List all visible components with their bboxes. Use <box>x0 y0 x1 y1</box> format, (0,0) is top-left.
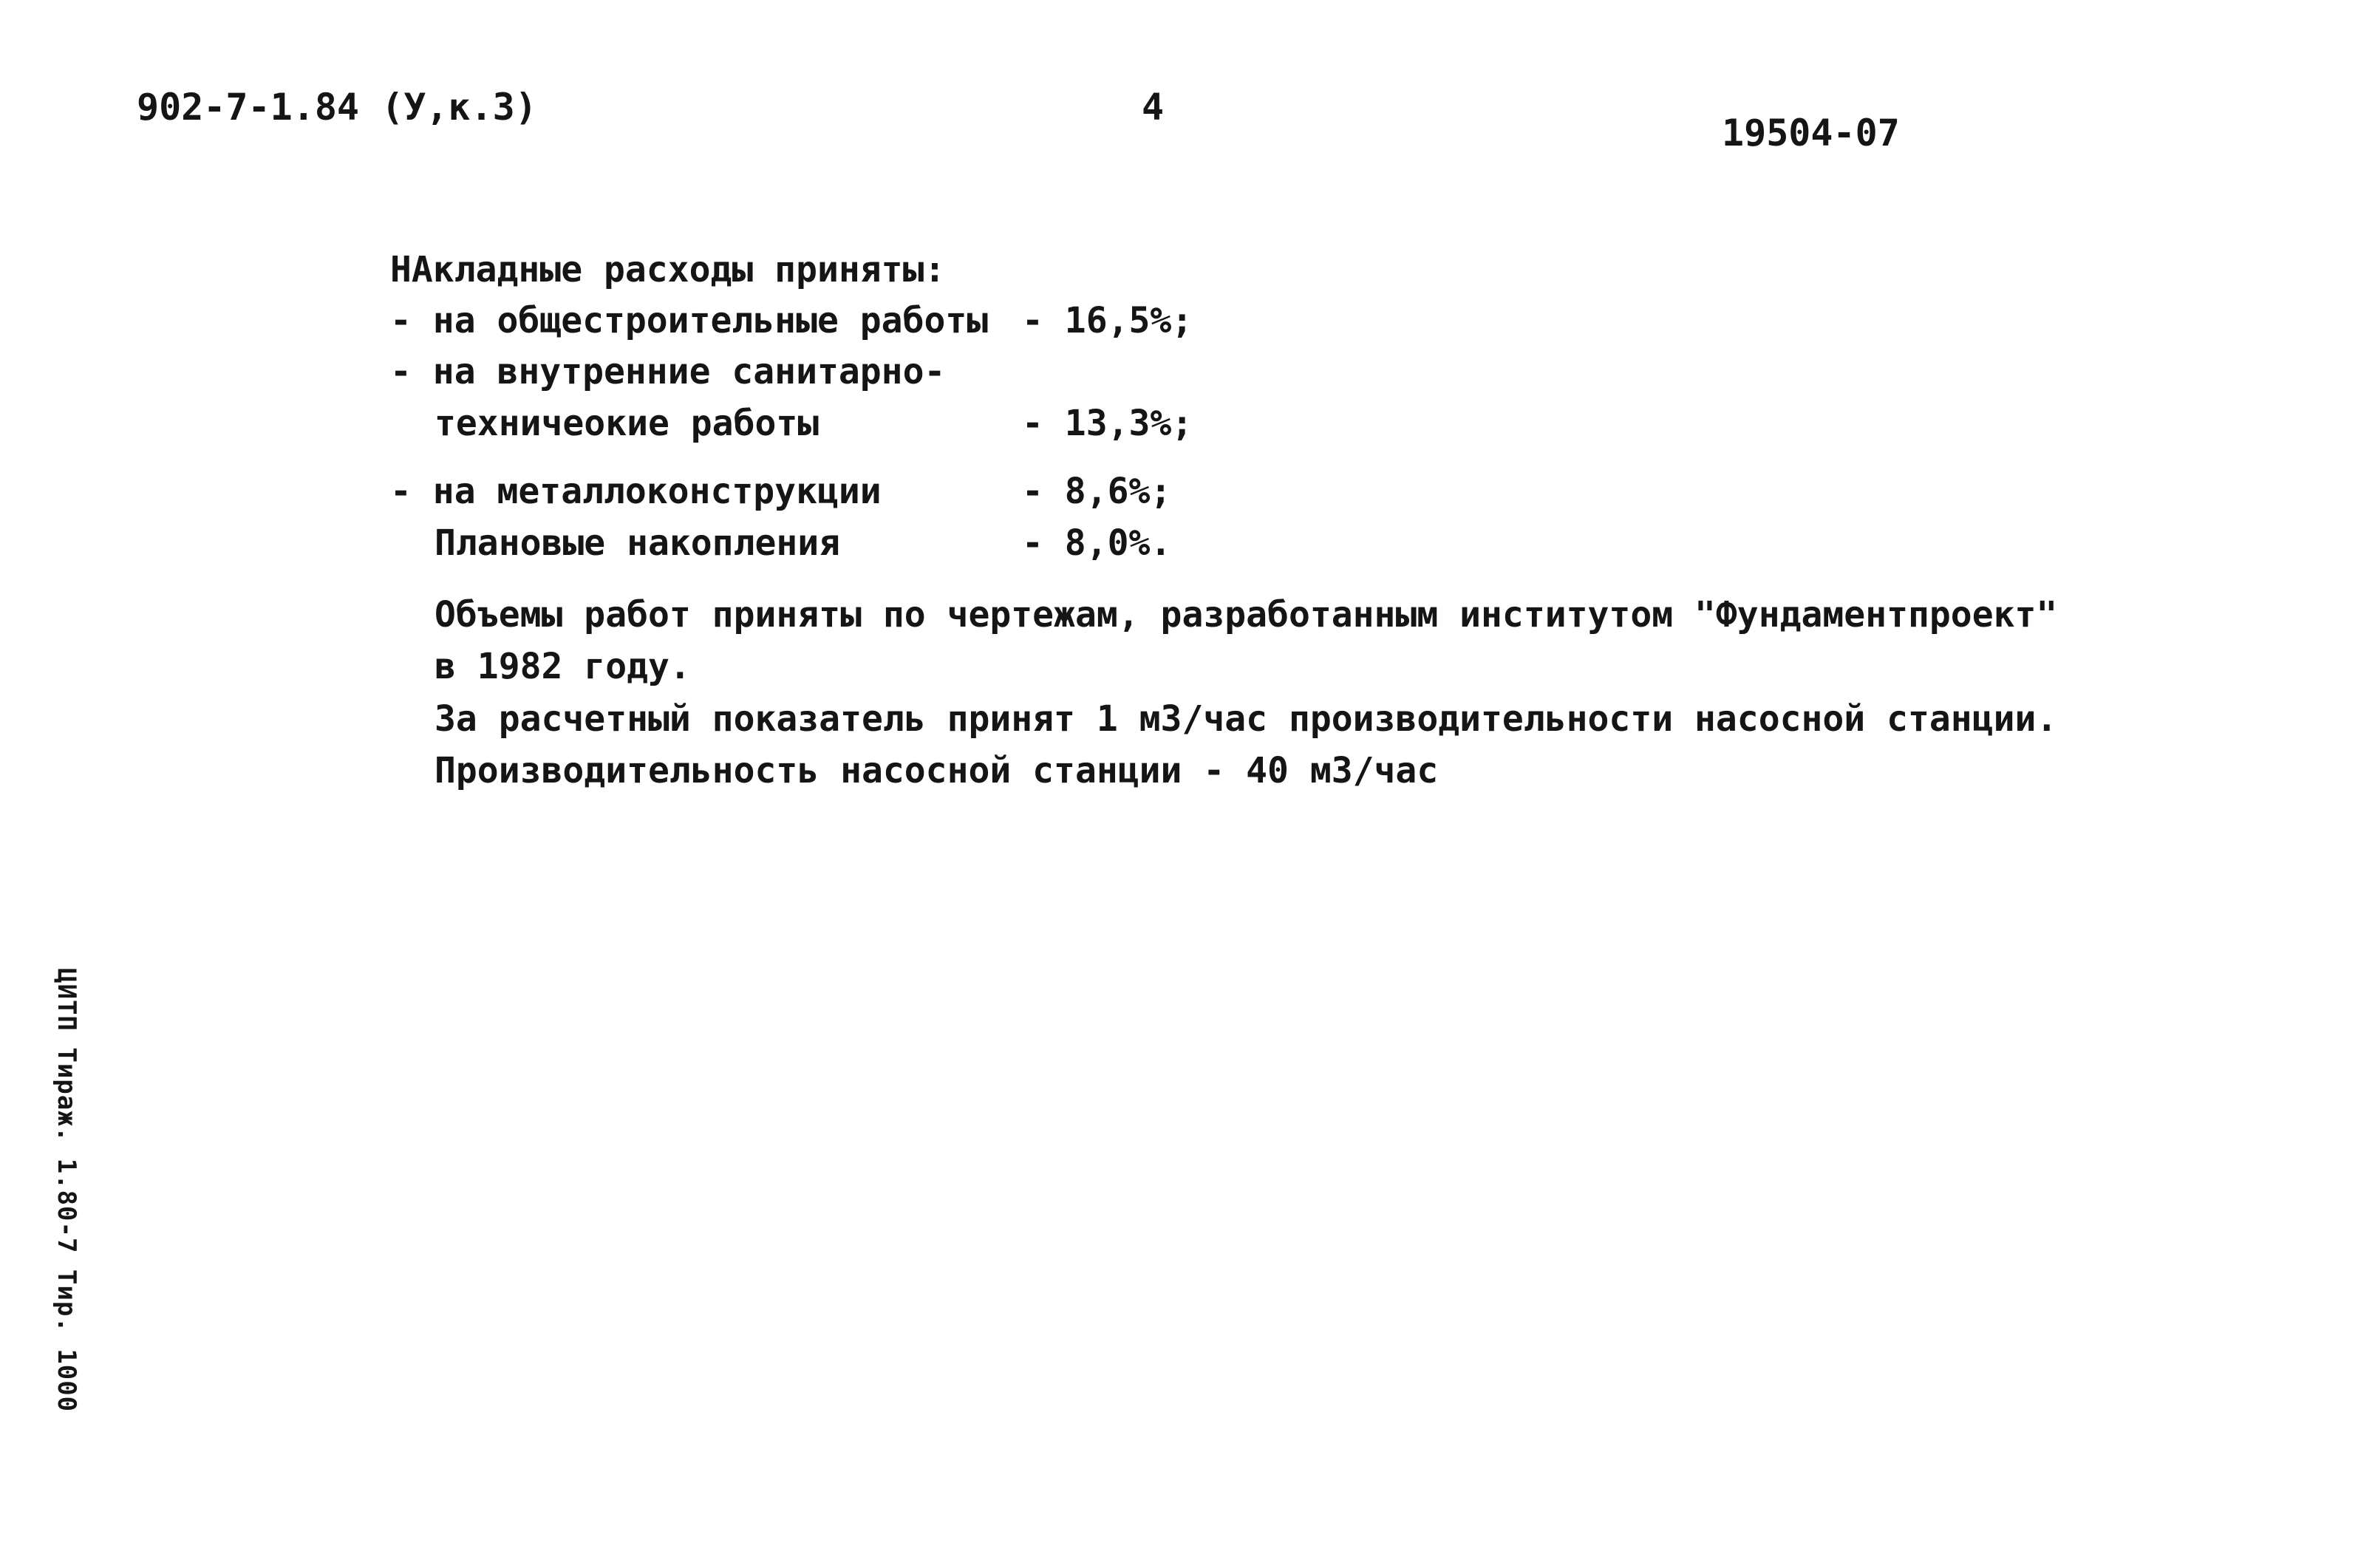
overhead-item <box>390 469 1277 514</box>
overhead-item <box>390 521 1277 565</box>
overhead-item-value: - 8,6%; <box>1022 471 1172 512</box>
overhead-item-label: - на внутренние санитарно- <box>390 351 946 392</box>
document-code: 902-7-1.84 (У,к.3) <box>137 86 537 129</box>
page-number: 4 <box>1142 86 1165 129</box>
sheet-identifier: 19504-07 <box>1722 112 1900 154</box>
overhead-item-value: - 16,5%; <box>1022 300 1193 341</box>
overhead-item-value: - 8,0%. <box>1022 522 1172 564</box>
overhead-item <box>390 401 1277 446</box>
overhead-item-label: - на металлоконструкции <box>390 471 882 512</box>
overhead-item-label: Плановые накопления <box>435 522 841 564</box>
printing-stamp: ЦИТП Тираж. 1.80-7 Тир. 1000 <box>52 968 81 1413</box>
paragraph-line: Производительность насосной станции - 40 м3/час <box>435 750 1439 791</box>
paragraph-line: Объемы работ приняты по чертежам, разработанным институтом "Фундаментпроект" <box>435 594 2058 635</box>
overhead-item <box>390 350 1277 394</box>
paragraph-line: в 1982 году. <box>435 646 691 687</box>
overhead-item-value: - 13,3%; <box>1022 403 1193 444</box>
overhead-item <box>390 299 1277 343</box>
paragraph-line: За расчетный показатель принят 1 м3/час производительности насосной станции. <box>435 698 2058 740</box>
overheads-intro: НАкладные расходы приняты: <box>390 249 946 290</box>
overhead-item-label: - на общестроительные работы <box>390 300 989 341</box>
overhead-item-label: техничеокие работы <box>435 403 819 444</box>
